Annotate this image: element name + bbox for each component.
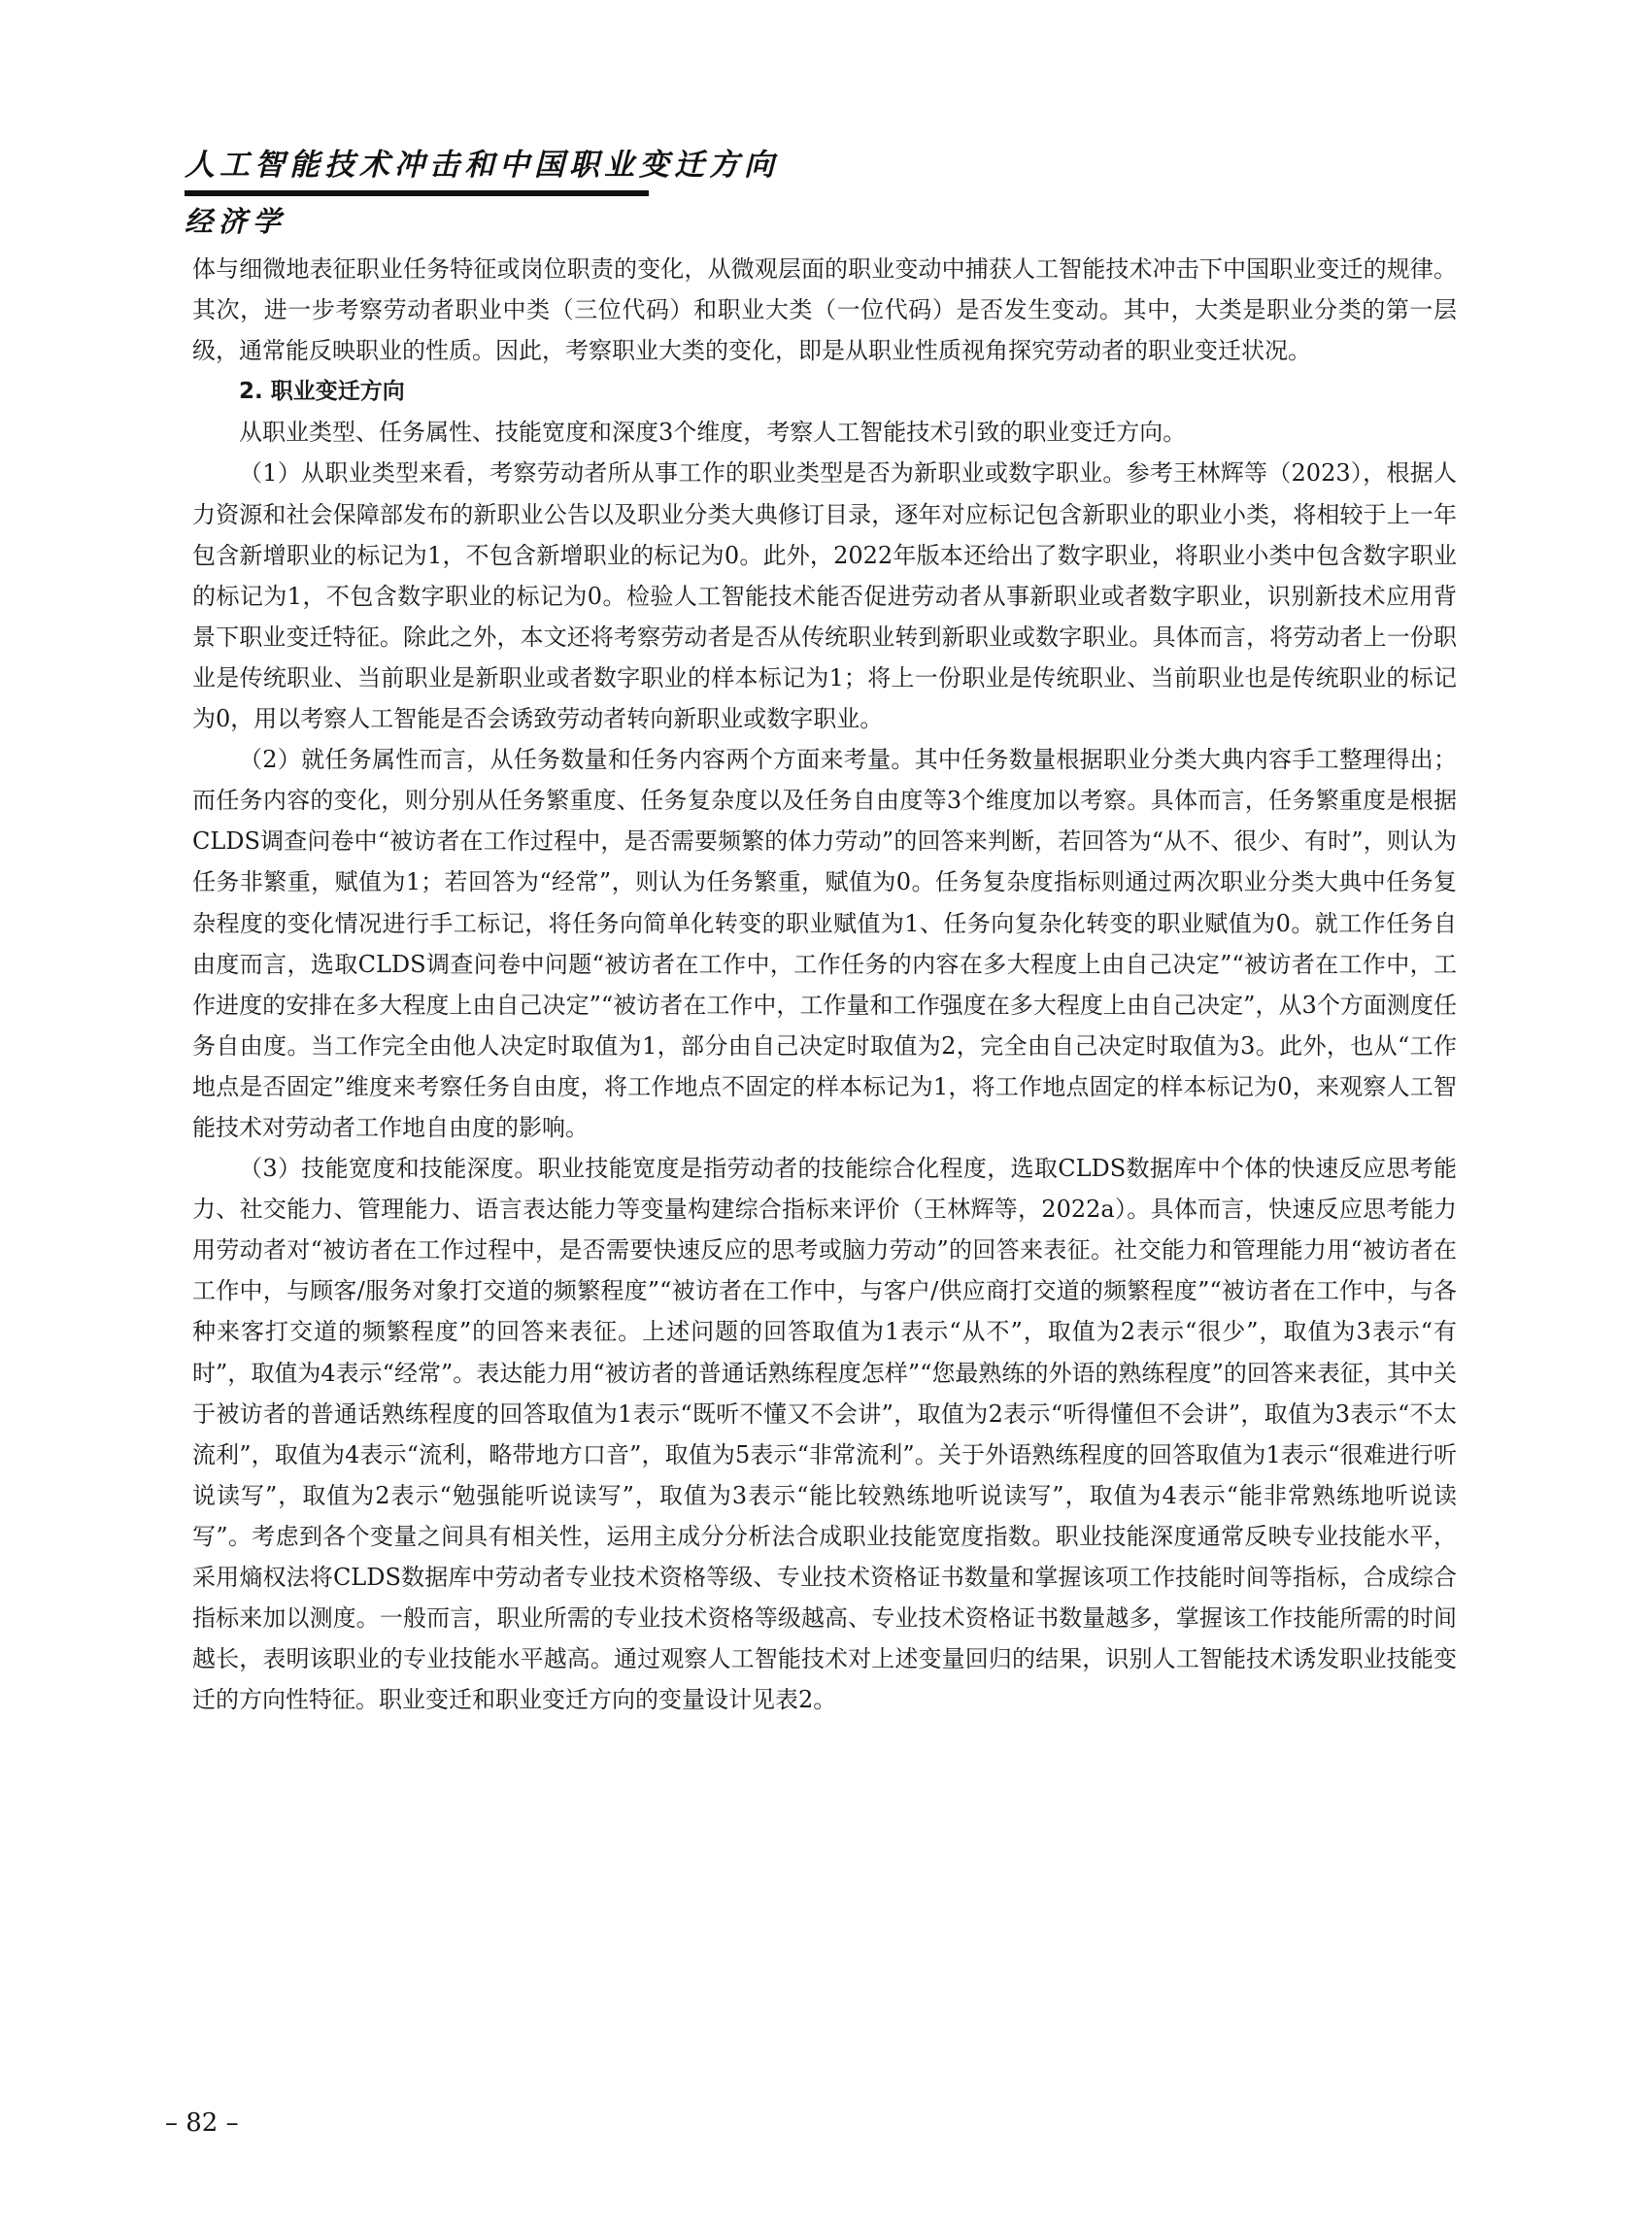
running-header — [185, 144, 1467, 238]
article-body — [192, 249, 1457, 1720]
section-heading: 2. 职业变迁方向 — [239, 379, 405, 405]
paragraph: （3）技能宽度和技能深度。职业技能宽度是指劳动者的技能综合化程度，选取CLDS数据库中个体的快速反应思考能力、社交能力、管理能力、语言表达能力等变量构建综合指标来评价（王林辉等，2022a）。具体而言，快速反应思考能力用劳动者对“被访者在工作过程中，是否需要快速反应的思考或脑力劳动”的回答来表征。社交能力和管理能力用“被访者在工作中，与顾客/服务对象打交道的频繁程度”“被访者在工作中，与客户/供应商打交道的频繁程度”“被访者在工作中，与各种来客打交道的频繁程度”的回答来表征。上述问题的回答取值为1表示“从不”，取值为2表示“很少”，取值为3表示“有时”，取值为4表示“经常”。表达能力用“被访者的普通话熟练程度怎样”“您最熟练的外语的熟练程度”的回答来表征，其中关于被访者的普通话熟练程度的回答取值为1表示“既听不懂又不会讲”，取值为2表示“听得懂但不会讲”，取值为3表示“不太流利”，取值为4表示“流利，略带地方口音”，取值为5表示“非常流利”。关于外语熟练程度的回答取值为1表示“很难进行听说读写”，取值为2表示“勉强能听说读写”，取值为3表示“能比较熟练地听说读写”，取值为4表示“能非常熟练地听说读写”。考虑到各个变量之间具有相关性，运用主成分分析法合成职业技能宽度指数。职业技能深度通常反映专业技能水平，采用熵权法将CLDS数据库中劳动者专业技术资格等级、专业技术资格证书数量和掌握该项工作技能时间等指标，合成综合指标来加以测度。一般而言，职业所需的专业技术资格等级越高、专业技术资格证书数量越多，掌握该工作技能所需的时间越长，表明该职业的专业技能水平越高。通过观察人工智能技术对上述变量回归的结果，识别人工智能技术诱发职业技能变迁的方向性特征。职业变迁和职业变迁方向的变量设计见表2。 — [192, 1155, 1457, 1714]
journal-name: 经济学 — [185, 205, 287, 238]
header-rule — [185, 190, 649, 196]
paragraph: （2）就任务属性而言，从任务数量和任务内容两个方面来考量。其中任务数量根据职业分类大典内容手工整理得出；而任务内容的变化，则分别从任务繁重度、任务复杂度以及任务自由度等3个维度加以考察。具体而言，任务繁重度是根据CLDS调查问卷中“被访者在工作过程中，是否需要频繁的体力劳动”的回答来判断，若回答为“从不、很少、有时”，则认为任务非繁重，赋值为1；若回答为“经常”，则认为任务繁重，赋值为0。任务复杂度指标则通过两次职业分类大典中任务复杂程度的变化情况进行手工标记，将任务向简单化转变的职业赋值为1、任务向复杂化转变的职业赋值为0。就工作任务自由度而言，选取CLDS调查问卷中问题“被访者在工作中，工作任务的内容在多大程度上由自己决定”“被访者在工作中，工作进度的安排在多大程度上由自己决定”“被访者在工作中，工作量和工作强度在多大程度上由自己决定”，从3个方面测度任务自由度。当工作完全由他人决定时取值为1，部分由自己决定时取值为2，完全由自己决定时取值为3。此外，也从“工作地点是否固定”维度来考察任务自由度，将工作地点不固定的样本标记为1，将工作地点固定的样本标记为0，来观察人工智能技术对劳动者工作地自由度的影响。 — [192, 746, 1457, 1141]
paragraph-continuation: 体与细微地表征职业任务特征或岗位职责的变化，从微观层面的职业变动中捕获人工智能技术冲击下中国职业变迁的规律。其次，进一步考察劳动者职业中类（三位代码）和职业大类（一位代码）是否发生变动。其中，大类是职业分类的第一层级，通常能反映职业的性质。因此，考察职业大类的变化，即是从职业性质视角探究劳动者的职业变迁状况。 — [192, 255, 1457, 365]
paragraph: （1）从职业类型来看，考察劳动者所从事工作的职业类型是否为新职业或数字职业。参考王林辉等（2023），根据人力资源和社会保障部发布的新职业公告以及职业分类大典修订目录，逐年对应标记包含新职业的职业小类，将相较于上一年包含新增职业的标记为1，不包含新增职业的标记为0。此外，2022年版本还给出了数字职业，将职业小类中包含数字职业的标记为1，不包含数字职业的标记为0。检验人工智能技术能否促进劳动者从事新职业或者数字职业，识别新技术应用背景下职业变迁特征。除此之外，本文还将考察劳动者是否从传统职业转到新职业或数字职业。具体而言，将劳动者上一份职业是传统职业、当前职业是新职业或者数字职业的样本标记为1；将上一份职业是传统职业、当前职业也是传统职业的标记为0，用以考察人工智能是否会诱致劳动者转向新职业或数字职业。 — [192, 459, 1457, 733]
article-title: 人工智能技术冲击和中国职业变迁方向 — [185, 148, 779, 183]
page-number: – 82 – — [165, 2108, 239, 2138]
paragraph: 从职业类型、任务属性、技能宽度和深度3个维度，考察人工智能技术引致的职业变迁方向。 — [239, 419, 1187, 447]
